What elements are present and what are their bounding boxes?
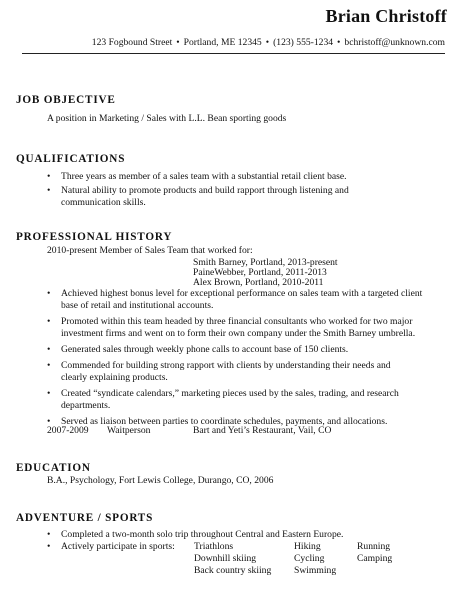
section-heading-adventure-sports: ADVENTURE / SPORTS <box>16 512 154 524</box>
bullet-dot: • <box>47 541 51 552</box>
email: bchristoff@unknown.com <box>344 37 445 48</box>
bullet-dot: • <box>47 171 51 182</box>
job-place: Bart and Yeti’s Restaurant, Vail, CO <box>193 425 332 436</box>
sports-column-2 <box>294 541 336 577</box>
sport-item: Hiking <box>294 541 321 552</box>
section-heading-job-objective: JOB OBJECTIVE <box>16 94 116 106</box>
separator-dot: • <box>265 37 270 48</box>
bullet-dot: • <box>47 344 51 355</box>
list-item: • Promoted within this team headed by three financial consultants who worked for two major investment firms and went on to form their own company under the Smith Barney umbrella. <box>47 316 416 339</box>
address: 123 Fogbound Street <box>91 37 173 48</box>
list-item: • Completed a two-month solo trip throughout Central and Eastern Europe. <box>47 529 344 540</box>
qualifications-list <box>47 171 442 209</box>
list-item: • Generated sales through weekly phone calls to account base of 150 clients. <box>47 344 349 355</box>
separator-dot: • <box>176 37 180 48</box>
separator-dot: • <box>337 37 341 48</box>
education-text: B.A., Psychology, Fort Lewis College, Durango, CO, 2006 <box>47 475 274 486</box>
list-item: • Three years as member of a sales team with a substantial retail client base. <box>47 171 347 182</box>
header-divider <box>22 53 445 54</box>
sport-item: Running <box>357 541 391 552</box>
section-heading-professional-history: PROFESSIONAL HISTORY <box>16 231 173 243</box>
sport-item: Camping <box>357 553 393 564</box>
list-item: • Achieved highest bonus level for exceptional performance on sales team with a targeted client base of retail and institutional accounts. <box>47 288 423 311</box>
sport-item: Downhill skiing <box>194 553 257 564</box>
bullet-dot: • <box>47 316 51 327</box>
section-heading-qualifications: QUALIFICATIONS <box>16 153 126 165</box>
bullet-dot: • <box>47 360 51 371</box>
history-bullets <box>47 288 442 428</box>
list-item: • Served as liaison between parties to coordinate schedules, payments, and allocations. <box>47 416 388 427</box>
bullet-dot: • <box>47 416 51 427</box>
city: Portland, ME 12345 <box>183 37 262 48</box>
bullet-dot: • <box>47 388 51 399</box>
list-item: • Created “syndicate calendars,” marketing pieces used by the sales, trading, and research departments. <box>47 388 399 411</box>
sports-column-3 <box>357 541 392 565</box>
bullet-dot: • <box>47 529 51 540</box>
sport-item: Back country skiing <box>194 565 272 576</box>
bullet-dot: • <box>47 185 51 196</box>
employer-line: Alex Brown, Portland, 2010-2011 <box>193 277 324 288</box>
sport-item: Swimming <box>294 565 337 576</box>
job-dates: 2007-2009 <box>47 425 89 436</box>
job-objective-text: A position in Marketing / Sales with L.L. Bean sporting goods <box>47 113 287 124</box>
list-item: • Natural ability to promote products and build rapport through listening and communication skills. <box>47 185 349 208</box>
candidate-name: Brian Christoff <box>325 6 447 26</box>
list-item: • Commended for building strong rapport with clients by understanding their needs and clearly explaining products. <box>47 360 391 383</box>
phone: (123) 555-1234 <box>273 37 334 48</box>
sports-column-1 <box>194 541 271 577</box>
list-item: • Actively participate in sports: <box>47 541 175 552</box>
contact-line <box>92 37 445 48</box>
sport-item: Cycling <box>294 553 325 564</box>
section-heading-education: EDUCATION <box>16 462 91 474</box>
employer-line: PaineWebber, Portland, 2011-2013 <box>193 267 327 278</box>
bullet-dot: • <box>47 288 51 299</box>
job-title: Waitperson <box>107 425 151 436</box>
history-intro: 2010-present Member of Sales Team that worked for: <box>47 245 253 256</box>
employer-line: Smith Barney, Portland, 2013-present <box>193 257 338 268</box>
sport-item: Triathlons <box>194 541 234 552</box>
